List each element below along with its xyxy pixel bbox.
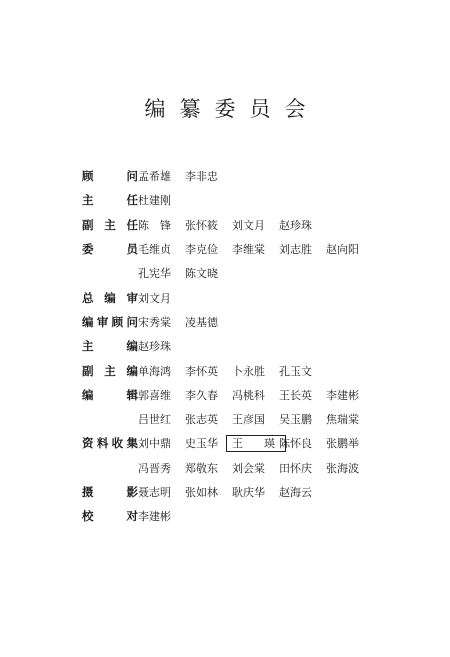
- role-section: [82, 383, 442, 432]
- roster-line: [82, 407, 442, 431]
- member-name: 吴玉鹏: [279, 413, 312, 427]
- role-section: [82, 334, 442, 358]
- role-label: [82, 241, 138, 257]
- role-label: [82, 290, 138, 306]
- role-label: [82, 484, 138, 500]
- role-char: 编: [126, 363, 138, 378]
- member-name: 刘会棠: [232, 461, 265, 475]
- member-names: [138, 460, 373, 476]
- role-char: 副: [82, 363, 94, 378]
- role-char: 委: [82, 242, 94, 257]
- member-name: 李建彬: [138, 510, 171, 524]
- committee-roster: [82, 164, 442, 528]
- member-name: 刘文月: [232, 218, 265, 232]
- member-name: 吕世红: [138, 413, 171, 427]
- role-char: 影: [126, 485, 138, 499]
- member-name: 李建彬: [326, 388, 359, 402]
- role-section: [82, 504, 442, 528]
- member-name: 李非忠: [185, 170, 218, 184]
- roster-line: [82, 480, 442, 504]
- member-name: 卜永胜: [232, 364, 265, 378]
- role-char: 编: [82, 314, 94, 329]
- member-name: 冯晋秀: [138, 461, 171, 475]
- member-names: [138, 241, 373, 257]
- role-char: 资: [82, 436, 94, 451]
- member-name: 杜建刚: [138, 194, 171, 208]
- member-names: [138, 435, 373, 451]
- role-section: [82, 164, 442, 188]
- member-name: 郑敬东: [185, 461, 218, 475]
- role-char: 审: [126, 290, 138, 305]
- member-name: 李久春: [185, 388, 218, 402]
- role-char: 校: [82, 509, 94, 524]
- roster-line: [82, 431, 442, 455]
- role-section: [82, 310, 442, 334]
- member-names: [138, 363, 326, 379]
- roster-line: [82, 164, 442, 188]
- member-name: 焦瑞棠: [326, 413, 359, 427]
- member-name: 耿庆华: [232, 486, 265, 499]
- role-label: [82, 217, 138, 233]
- role-label: [82, 387, 138, 403]
- member-name: 赵珍珠: [138, 340, 171, 354]
- roster-line: [82, 334, 442, 358]
- member-name: 聂志明: [138, 486, 171, 499]
- member-name: 王长英: [279, 388, 312, 402]
- role-char: 问: [126, 169, 138, 184]
- member-names: [138, 338, 185, 354]
- member-name: 刘中鼎: [138, 437, 171, 451]
- member-name: 刘文月: [138, 291, 171, 305]
- role-char: 料: [96, 436, 109, 451]
- member-name: 孔宪华: [138, 267, 171, 281]
- role-char: 对: [126, 509, 138, 524]
- member-names: [138, 411, 373, 427]
- member-name: 陈怀良: [279, 437, 312, 451]
- role-char: 主: [82, 193, 94, 208]
- role-label: [82, 363, 138, 379]
- member-names: [138, 192, 185, 208]
- roster-line: [82, 285, 442, 309]
- member-names: [138, 217, 326, 233]
- member-name: 张如林: [185, 486, 218, 499]
- role-char: 辑: [126, 387, 138, 402]
- role-char: 员: [126, 242, 138, 257]
- member-name: 田怀庆: [279, 461, 312, 475]
- role-char: 顾: [111, 314, 124, 329]
- member-name: 陈 锋: [138, 218, 171, 232]
- member-name: 张怀筱: [185, 218, 218, 232]
- role-char: 审: [96, 314, 109, 329]
- roster-line: [82, 261, 442, 285]
- role-char: 任: [126, 193, 138, 208]
- member-names: [138, 168, 232, 184]
- role-char: 总: [82, 290, 94, 305]
- role-char: 主: [104, 363, 116, 378]
- role-char: 主: [104, 217, 116, 232]
- role-label: [82, 192, 138, 208]
- roster-line: [82, 237, 442, 261]
- role-section: [82, 431, 442, 480]
- roster-line: [82, 504, 442, 528]
- member-names: [138, 484, 326, 500]
- member-name: 单海鸿: [138, 364, 171, 378]
- role-section: [82, 237, 442, 286]
- role-char: 任: [126, 217, 138, 232]
- member-names: [138, 387, 373, 403]
- member-name: 李维棠: [232, 243, 265, 257]
- roster-line: [82, 383, 442, 407]
- role-label: [82, 508, 138, 524]
- role-section: [82, 285, 442, 309]
- role-char: 编: [104, 290, 116, 305]
- member-name: 赵海云: [279, 486, 312, 499]
- member-name: 张鹏举: [326, 437, 359, 451]
- member-name: 刘志胜: [279, 243, 312, 257]
- roster-line: [82, 310, 442, 334]
- member-name: 李怀英: [185, 364, 218, 378]
- member-names: [138, 508, 185, 524]
- role-char: 编: [82, 387, 94, 402]
- roster-line: [82, 188, 442, 212]
- member-name: 冯桃科: [232, 388, 265, 402]
- member-names: [138, 265, 232, 281]
- role-label: [82, 314, 138, 330]
- member-name: 史玉华: [185, 437, 218, 451]
- member-name: 李克俭: [185, 243, 218, 257]
- member-name: 陈文晓: [185, 267, 218, 281]
- roster-line: [82, 213, 442, 237]
- member-name: 王 瑛: [232, 435, 279, 451]
- role-section: [82, 213, 442, 237]
- role-char: 集: [126, 436, 138, 451]
- member-name: 张海波: [326, 461, 359, 475]
- member-name: 赵珍珠: [279, 218, 312, 232]
- page-title: 编纂委员会: [144, 97, 320, 121]
- member-name: 毛维贞: [138, 243, 171, 257]
- member-name: 宋秀棠: [138, 315, 171, 329]
- role-label: [82, 435, 138, 451]
- role-char: 问: [126, 314, 138, 329]
- role-char: 编: [126, 339, 138, 354]
- member-name: 孔玉文: [279, 364, 312, 378]
- member-name: 张志英: [185, 413, 218, 427]
- member-name: 孟希雄: [138, 170, 171, 184]
- role-section: [82, 358, 442, 382]
- member-name: 赵向阳: [326, 243, 359, 257]
- role-section: [82, 188, 442, 212]
- member-names: [138, 290, 185, 306]
- roster-line: [82, 456, 442, 480]
- role-section: [82, 480, 442, 504]
- role-char: 收: [111, 436, 124, 451]
- roster-line: [82, 358, 442, 382]
- role-label: [82, 338, 138, 354]
- member-name: 郭喜维: [138, 388, 171, 402]
- member-name: 王彦国: [232, 413, 265, 427]
- role-char: 顾: [82, 169, 94, 184]
- role-char: 主: [82, 339, 94, 354]
- member-names: [138, 314, 232, 330]
- member-name: 凌基德: [185, 315, 218, 329]
- role-char: 副: [82, 217, 94, 232]
- role-char: 摄: [82, 485, 94, 499]
- role-label: [82, 168, 138, 184]
